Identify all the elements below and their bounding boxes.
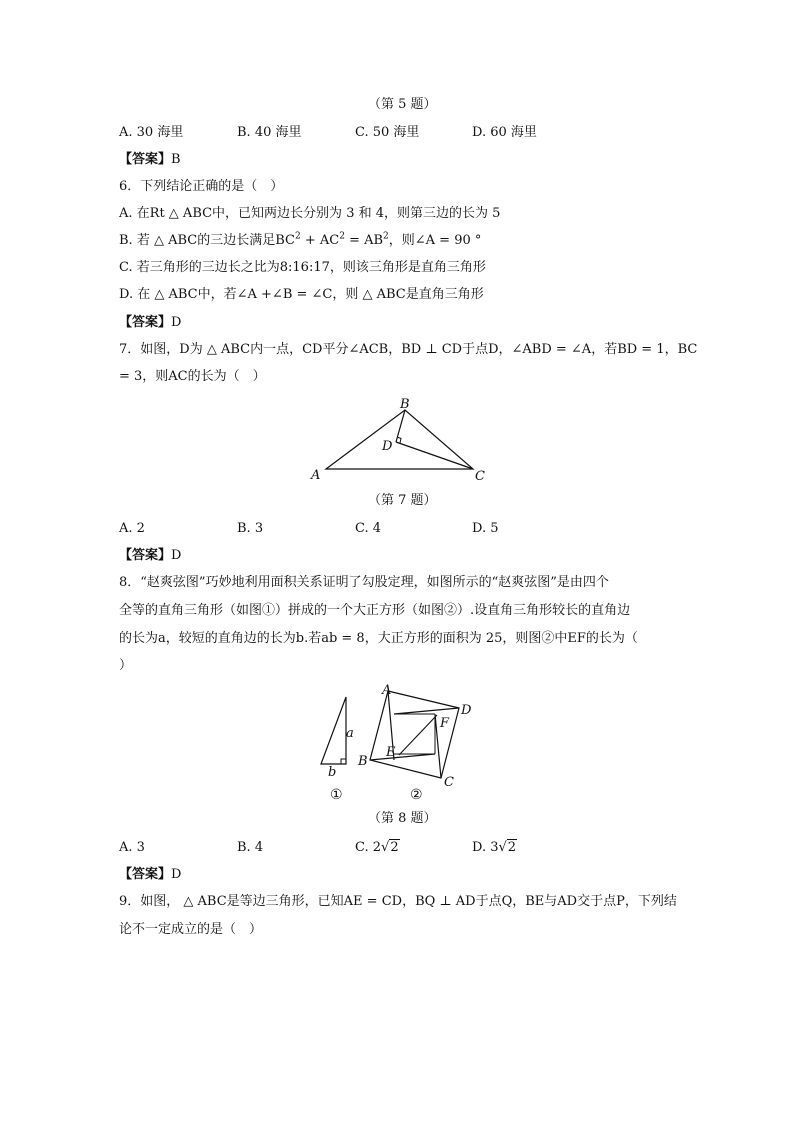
fig1-label-b: b bbox=[328, 765, 337, 780]
q8-option-c-text: C. 2 bbox=[355, 840, 382, 855]
superscript: 2 bbox=[339, 231, 345, 242]
fig2-triangle-side bbox=[394, 708, 459, 714]
q7-option-a: A. 2 bbox=[119, 521, 145, 536]
q6-stem: 6．下列结论正确的是（ ） bbox=[119, 179, 284, 194]
fig1-number: ① bbox=[330, 787, 343, 803]
answer-label: 【答案】 bbox=[119, 867, 172, 882]
q8-option-b: B. 4 bbox=[237, 840, 264, 855]
q6-option-b-text: + AC bbox=[300, 233, 340, 248]
q6-option-b-text: ，则∠A = 90 ° bbox=[388, 233, 482, 248]
q7-answer bbox=[119, 547, 181, 565]
q6-answer bbox=[119, 314, 181, 332]
q5-option-d: D. 60 海里 bbox=[472, 125, 537, 140]
q6-option-b bbox=[119, 232, 481, 250]
superscript: 2 bbox=[294, 231, 301, 242]
q8-stem-line-4: ） bbox=[119, 658, 133, 673]
q7-stem-line-1: 7．如图，D为 △ ABC内一点，CD平分∠ACB，BD ⊥ CD于点D，∠ABD = ∠A，若BD = 1，BC bbox=[119, 342, 698, 357]
answer-value: D bbox=[171, 315, 182, 330]
fig1-right-angle-mark bbox=[341, 759, 346, 764]
radicand: 2 bbox=[390, 840, 399, 855]
q8-option-d bbox=[472, 839, 517, 857]
q6-option-a: A. 在Rt △ ABC中，已知两边长分别为 3 和 4，则第三边的长为 5 bbox=[119, 206, 501, 221]
answer-value: D bbox=[171, 867, 182, 882]
fig2-number: ② bbox=[410, 787, 423, 803]
answer-label: 【答案】 bbox=[119, 315, 172, 330]
q8-answer bbox=[119, 866, 181, 884]
fig2-label-f: F bbox=[440, 716, 450, 731]
fig2-outer-square bbox=[370, 691, 459, 778]
q8-option-a: A. 3 bbox=[119, 840, 145, 855]
q7-option-b: B. 3 bbox=[237, 521, 264, 536]
answer-value: D bbox=[171, 548, 182, 563]
q9-stem-line-1: 9．如图， △ ABC是等边三角形，已知AE = CD，BQ ⊥ AD于点Q，BE与AD交于点P，下列结 bbox=[119, 894, 677, 909]
fig1-right-triangle bbox=[321, 697, 346, 764]
q8-option-d-text: D. 3 bbox=[472, 840, 499, 855]
q8-stem-line-3: 的长为a，较短的直角边的长为b.若ab = 8，大正方形的面积为 25，则图②中EF的长为（ bbox=[119, 631, 638, 646]
q7-triangle-figure bbox=[300, 392, 500, 488]
figure-caption-q5: （第 5 题） bbox=[368, 97, 437, 112]
vertex-label-c: C bbox=[475, 469, 485, 484]
vertex-label-a: A bbox=[311, 468, 321, 483]
answer-label: 【答案】 bbox=[119, 548, 172, 563]
q5-option-a: A. 30 海里 bbox=[119, 125, 184, 140]
fig2-label-e: E bbox=[386, 745, 396, 760]
q8-option-c bbox=[355, 839, 400, 857]
q5-answer bbox=[119, 151, 181, 169]
q5-option-b: B. 40 海里 bbox=[237, 125, 302, 140]
answer-label: 【答案】 bbox=[119, 152, 172, 167]
radicand: 2 bbox=[507, 840, 517, 855]
q5-option-c: C. 50 海里 bbox=[355, 125, 420, 140]
fig2-label-b: B bbox=[358, 754, 368, 769]
fig2-segment-ef bbox=[399, 715, 437, 755]
sqrt-symbol: √2 bbox=[381, 840, 399, 855]
q6-option-d: D. 在 △ ABC中，若∠A +∠B = ∠C，则 △ ABC是直角三角形 bbox=[119, 287, 484, 302]
q9-stem-line-2: 论不一定成立的是（ ） bbox=[119, 922, 263, 937]
segment-cd bbox=[396, 442, 473, 469]
answer-value: B bbox=[171, 152, 181, 167]
q7-option-d: D. 5 bbox=[472, 521, 499, 536]
fig2-label-d: D bbox=[461, 703, 472, 718]
fig2-label-c: C bbox=[444, 775, 454, 790]
fig2-label-a: A bbox=[382, 683, 392, 698]
fig1-label-a: a bbox=[346, 726, 354, 741]
sqrt-symbol: √2 bbox=[498, 840, 517, 855]
q8-stem-line-2: 全等的直角三角形（如图①）拼成的一个大正方形（如图②）.设直角三角形较长的直角边 bbox=[119, 603, 631, 618]
figure-caption-q8: （第 8 题） bbox=[368, 811, 437, 826]
q6-option-b-text: B. 若 △ ABC的三边长满足BC bbox=[119, 233, 295, 248]
q7-option-c: C. 4 bbox=[355, 521, 382, 536]
superscript: 2 bbox=[383, 231, 389, 242]
vertex-label-d: D bbox=[382, 439, 393, 454]
q6-option-c: C. 若三角形的三边长之比为8:16:17，则该三角形是直角三角形 bbox=[119, 260, 486, 275]
q6-option-b-text: = AB bbox=[344, 233, 384, 248]
q8-stem-line-1: 8．“赵爽弦图”巧妙地利用面积关系证明了勾股定理，如图所示的“赵爽弦图”是由四个 bbox=[119, 575, 609, 590]
q7-stem-line-2: = 3，则AC的长为（ ） bbox=[119, 369, 266, 384]
vertex-label-b: B bbox=[400, 397, 410, 412]
figure-caption-q7: （第 7 题） bbox=[368, 493, 437, 508]
fig2-triangle-side bbox=[370, 754, 435, 760]
triangle-abc bbox=[326, 410, 473, 469]
q8-zhao-shuang-figures bbox=[310, 680, 490, 808]
